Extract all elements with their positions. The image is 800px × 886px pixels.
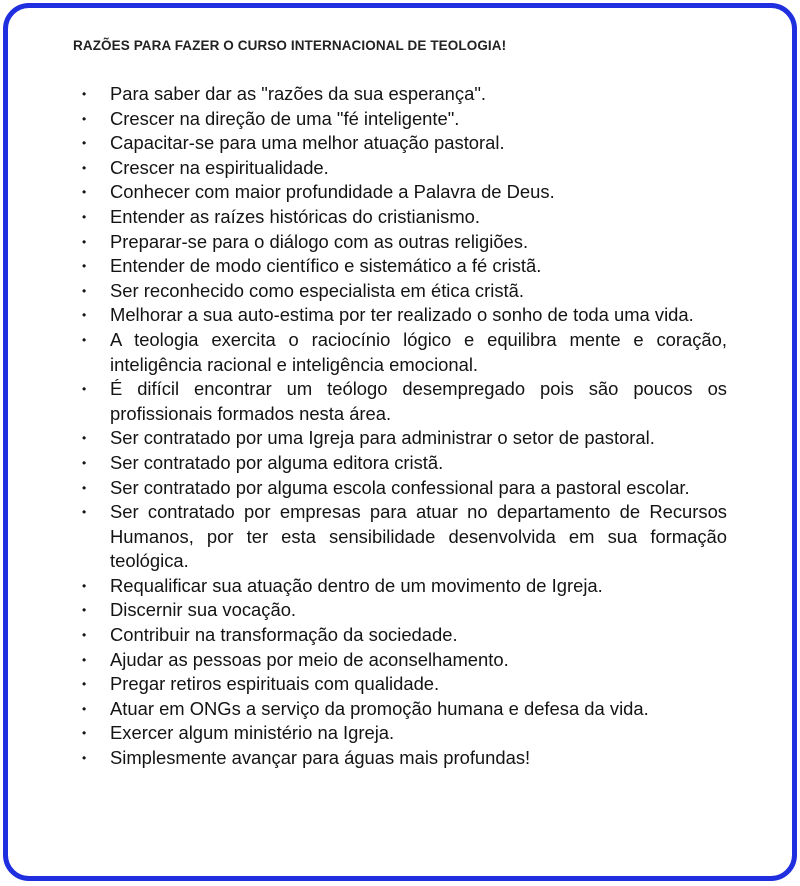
bullet-icon: • <box>82 455 87 470</box>
bullet-icon: • <box>82 701 87 716</box>
bullet-icon: • <box>82 259 87 274</box>
bullet-icon: • <box>82 505 87 520</box>
bullet-icon: • <box>82 308 87 323</box>
list-item <box>82 279 727 304</box>
list-item-text: Entender as raízes históricas do cristianismo. <box>110 205 481 227</box>
list-item <box>82 598 727 623</box>
bullet-icon: • <box>82 111 87 126</box>
list-item <box>82 697 727 722</box>
list-item <box>82 230 727 255</box>
bullet-icon: • <box>82 234 87 249</box>
list-item-text: Crescer na espiritualidade. <box>110 156 329 178</box>
list-item <box>82 303 727 328</box>
bullet-icon: • <box>82 160 87 175</box>
list-item-text: A teologia exercita o raciocínio lógico e equilibra mente e coração, inteligência racional e inteligência emocional. <box>110 328 727 375</box>
list-item <box>82 131 727 156</box>
list-item <box>82 377 727 426</box>
reasons-list <box>82 82 727 771</box>
bullet-icon: • <box>82 578 87 593</box>
bullet-icon: • <box>82 726 87 741</box>
list-item-text: Conhecer com maior profundidade a Palavra de Deus. <box>110 181 555 203</box>
bullet-icon: • <box>82 283 87 298</box>
list-item-text: Atuar em ONGs a serviço da promoção humana e defesa da vida. <box>110 697 649 719</box>
bullet-icon: • <box>82 431 87 446</box>
list-item <box>82 574 727 599</box>
list-item <box>82 205 727 230</box>
list-item <box>82 426 727 451</box>
list-item-text: Capacitar-se para uma melhor atuação pastoral. <box>110 132 505 154</box>
list-item <box>82 107 727 132</box>
list-item <box>82 476 727 501</box>
list-item <box>82 623 727 648</box>
list-item <box>82 328 727 377</box>
list-item-text: Pregar retiros espirituais com qualidade. <box>110 673 440 695</box>
bullet-icon: • <box>82 136 87 151</box>
bullet-icon: • <box>82 603 87 618</box>
list-item-text: Contribuir na transformação da sociedade. <box>110 624 458 646</box>
list-item-text: Melhorar a sua auto-estima por ter realizado o sonho de toda uma vida. <box>110 304 694 326</box>
list-item <box>82 254 727 279</box>
bullet-icon: • <box>82 185 87 200</box>
bullet-icon: • <box>82 87 87 101</box>
list-item <box>82 451 727 476</box>
list-item-text: Entender de modo científico e sistemático a fé cristã. <box>110 255 542 277</box>
bullet-icon: • <box>82 480 87 495</box>
list-item <box>82 672 727 697</box>
list-item <box>82 500 727 574</box>
list-item-text: Ser contratado por uma Igreja para administrar o setor de pastoral. <box>110 427 655 449</box>
list-item-text: Crescer na direção de uma "fé inteligente". <box>110 107 460 129</box>
list-item-text: Para saber dar as "razões da sua esperança". <box>110 83 486 104</box>
list-item-text: Ser reconhecido como especialista em ética cristã. <box>110 279 524 301</box>
list-item-text: Requalificar sua atuação dentro de um movimento de Igreja. <box>110 574 603 596</box>
list-item-text: Ser contratado por alguma editora cristã. <box>110 451 444 473</box>
page-title: RAZÕES PARA FAZER O CURSO INTERNACIONAL DE TEOLOGIA! <box>73 38 507 53</box>
list-item-text: Simplesmente avançar para águas mais profundas! <box>110 747 531 769</box>
bullet-icon: • <box>82 628 87 643</box>
list-item <box>82 746 727 771</box>
list-item <box>82 82 727 107</box>
list-item-text: Ser contratado por alguma escola confessional para a pastoral escolar. <box>110 476 690 498</box>
bullet-icon: • <box>82 751 87 766</box>
list-item <box>82 721 727 746</box>
bullet-icon: • <box>82 332 87 347</box>
list-item-text: Ser contratado por empresas para atuar no departamento de Recursos Humanos, por ter esta sensibilidade desenvolvida em sua formação teológica. <box>110 501 727 572</box>
bullet-icon: • <box>82 677 87 692</box>
list-item-text: Exercer algum ministério na Igreja. <box>110 722 395 744</box>
list-item-text: É difícil encontrar um teólogo desempregado pois são poucos os profissionais formados nesta área. <box>110 378 727 424</box>
bullet-icon: • <box>82 209 87 224</box>
bullet-icon: • <box>82 652 87 667</box>
list-item-text: Ajudar as pessoas por meio de aconselhamento. <box>110 648 509 670</box>
list-item-text: Preparar-se para o diálogo com as outras religiões. <box>110 230 529 252</box>
list-item-text: Discernir sua vocação. <box>110 599 297 621</box>
list-item <box>82 156 727 181</box>
list-item <box>82 648 727 673</box>
bullet-icon: • <box>82 382 87 397</box>
list-item <box>82 180 727 205</box>
